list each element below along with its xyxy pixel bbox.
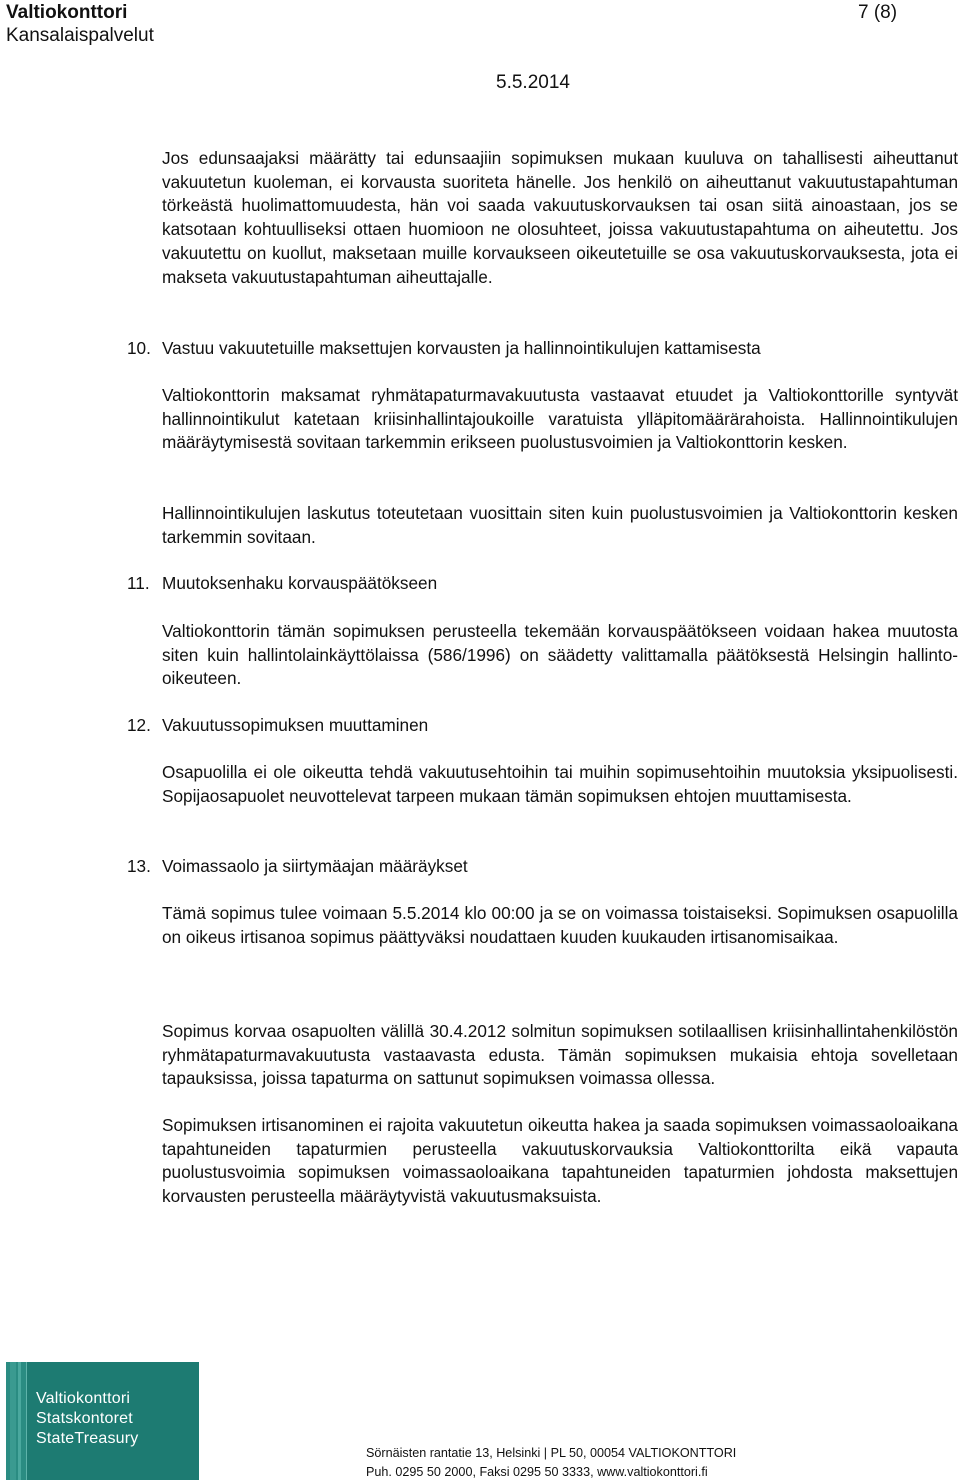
section-13-heading (127, 855, 468, 879)
intro-block (162, 147, 958, 289)
section-title: Muutoksenhaku korvauspäätökseen (162, 573, 438, 593)
valtiokonttori-logo (6, 1362, 199, 1480)
intro-paragraph: Jos edunsaajaksi määrätty tai edunsaajiin sopimuksen mukaan kuuluva on tahallisesti aiheuttanut vakuutetun kuoleman, ei korvausta suoriteta hänelle. Jos henkilö on aiheuttanut vakuutustapahtuman törkeästä huolimattomuudesta, hän voi saada vakuutuskorvauksen tai osan siitä ainoastaan, jos se katsotaan kohtuulliseksi ottaen huomioon ne olosuhteet, joissa vakuutustapahtuma on aiheutettu. Jos vakuutettu on kuollut, maksetaan muille korvaukseen oikeutetuille se osa vakuutuskorvauksesta, jota ei makseta vakuutustapahtuman aiheuttajalle. (162, 148, 958, 287)
section-number: 10. (127, 338, 151, 358)
section-13-body-3 (162, 1114, 958, 1209)
footer-contact: Puh. 0295 50 2000, Faksi 0295 50 3333, www.valtiokonttori.fi (366, 1465, 708, 1479)
section-10-body-2 (162, 502, 958, 549)
logo-line-2: Statskontoret (36, 1410, 133, 1427)
section-10-heading (127, 337, 761, 361)
section-11-body (162, 620, 958, 691)
footer-address: Sörnäisten rantatie 13, Helsinki | PL 50, 00054 VALTIOKONTTORI (366, 1446, 737, 1460)
section-title: Vastuu vakuutetuille maksettujen korvausten ja hallinnointikulujen kattamisesta (162, 338, 761, 358)
section-10-paragraph-1: Valtiokonttorin maksamat ryhmätapaturmavakuutusta vastaavat etuudet ja Valtiokonttorille syntyvät hallinnointikulut katetaan kriisinhallintajoukoille varatuista ylläpitomäärärahoista. Hallinnointikulujen määräytymisestä sovitaan tarkemmin erikseen puolustusvoimien ja Valtiokonttorin kesken. (162, 385, 958, 453)
document-date: 5.5.2014 (496, 72, 570, 93)
section-13-paragraph-1: Tämä sopimus tulee voimaan 5.5.2014 klo 00:00 ja se on voimassa toistaiseksi. Sopimuksen osapuolilla on oikeus irtisanoa sopimus päättyväksi noudattaen kuuden kuukauden irtisanomisaikaa. (162, 903, 958, 947)
section-10-paragraph-2: Hallinnointikulujen laskutus toteutetaan vuosittain siten kuin puolustusvoimien ja Valtiokonttorin kesken tarkemmin sovitaan. (162, 503, 958, 547)
section-12-paragraph-1: Osapuolilla ei ole oikeutta tehdä vakuutusehtoihin tai muihin sopimusehtoihin muutoksia yksipuolisesti. Sopijaosapuolet neuvottelevat tarpeen mukaan tämän sopimuksen ehtojen muuttamisesta. (162, 762, 958, 806)
header-department: Kansalaispalvelut (6, 25, 154, 46)
section-number: 11. (127, 573, 150, 593)
section-10-body (162, 384, 958, 455)
section-title: Vakuutussopimuksen muuttaminen (162, 715, 429, 735)
section-11-paragraph-1: Valtiokonttorin tämän sopimuksen perusteella tekemään korvauspäätökseen voidaan hakea muutosta siten kuin hallintolainkäyttölaissa (586/1996) on säädetty valittamalla päätöksestä Helsingin hallinto-oikeuteen. (162, 621, 958, 689)
section-number: 12. (127, 715, 151, 735)
section-12-heading (127, 714, 428, 738)
logo-line-1: Valtiokonttori (36, 1390, 131, 1407)
logo-line-3: StateTreasury (36, 1430, 139, 1447)
section-title: Voimassaolo ja siirtymäajan määräykset (162, 856, 468, 876)
section-13-paragraph-2: Sopimus korvaa osapuolten välillä 30.4.2012 solmitun sopimuksen sotilaallisen kriisinhallintahenkilöstön ryhmätapaturmavakuutusta vastaavasta edusta. Tämän sopimuksen mukaisia ehtoja sovelletaan tapauksissa, joissa tapaturma on sattunut sopimuksen voimassa ollessa. (162, 1021, 958, 1089)
section-13-body-1 (162, 902, 958, 949)
section-11-heading (127, 572, 437, 596)
section-number: 13. (127, 856, 151, 876)
section-12-body (162, 761, 958, 808)
page-number: 7 (8) (858, 2, 898, 23)
section-13-body-2 (162, 1020, 958, 1091)
header-organization: Valtiokonttori (6, 2, 128, 23)
section-13-paragraph-3: Sopimuksen irtisanominen ei rajoita vakuutetun oikeutta hakea ja saada sopimuksen voimassaoloaikana tapahtuneiden tapaturmien perusteella vakuutuskorvauksia Valtiokonttorilta eikä vapauta puolustusvoimia sopimuksen voimassaoloaikana tapahtuneiden tapaturmien johdosta maksettujen korvausten perusteella määräytyvistä vakuutusmaksuista. (162, 1115, 958, 1207)
